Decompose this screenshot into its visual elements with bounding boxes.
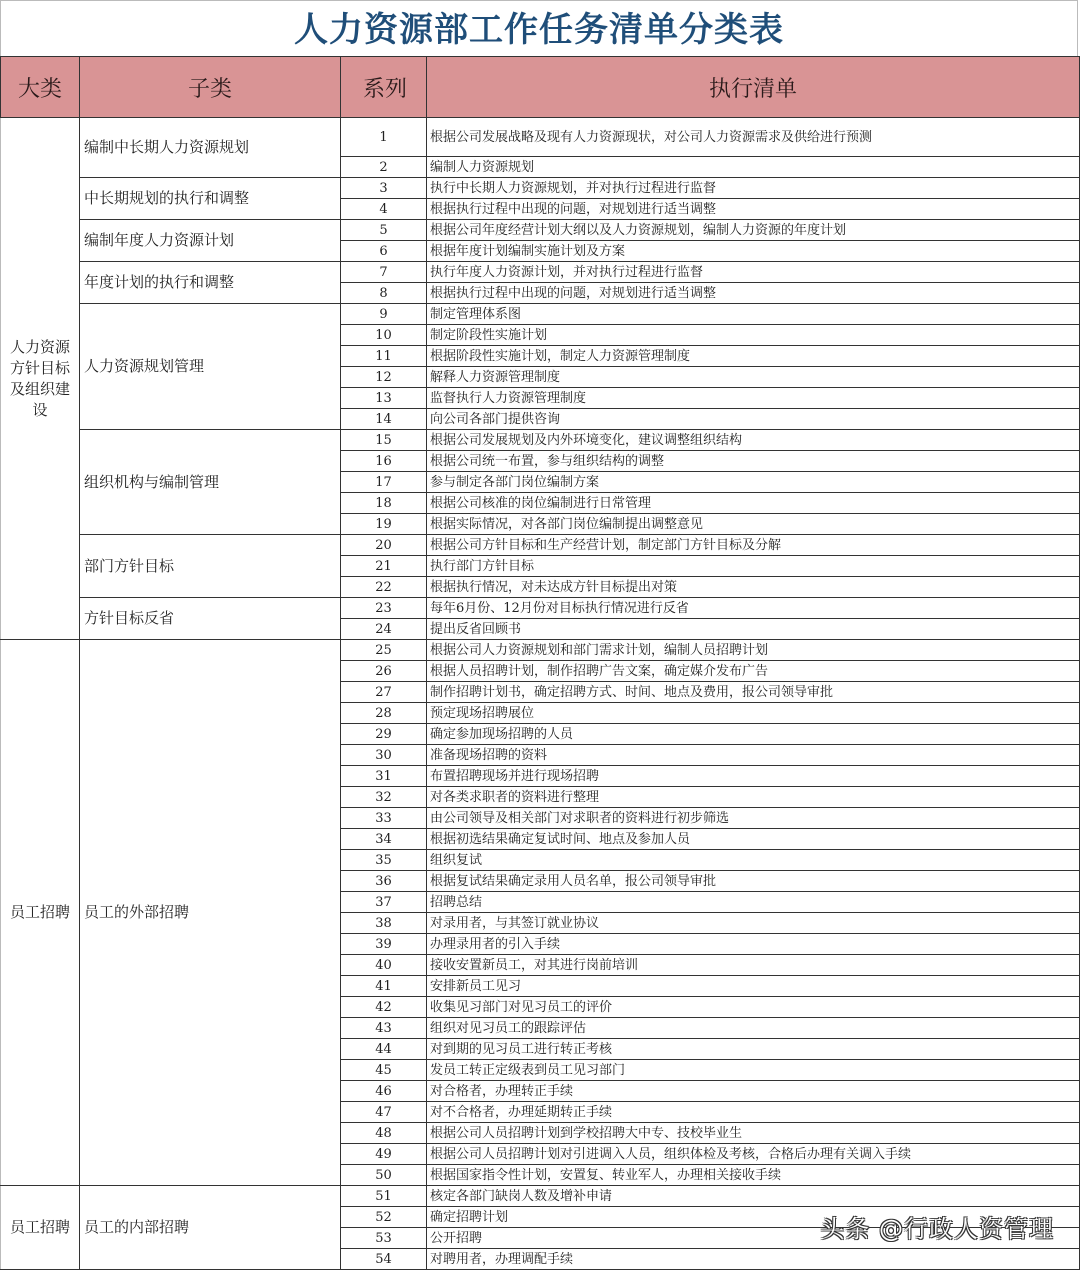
table-row bbox=[1, 535, 1080, 556]
series-number-cell: 39 bbox=[341, 934, 427, 955]
table-row bbox=[1, 118, 1080, 157]
sub-category-cell: 组织机构与编制管理 bbox=[80, 430, 341, 535]
task-cell: 执行中长期人力资源规划，并对执行过程进行监督 bbox=[427, 178, 1080, 199]
series-number-cell: 24 bbox=[341, 619, 427, 640]
series-number-cell: 23 bbox=[341, 598, 427, 619]
task-cell: 由公司领导及相关部门对求职者的资料进行初步筛选 bbox=[427, 808, 1080, 829]
series-number-cell: 26 bbox=[341, 661, 427, 682]
task-cell: 根据执行过程中出现的问题，对规划进行适当调整 bbox=[427, 199, 1080, 220]
task-cell: 每年6月份、12月份对目标执行情况进行反省 bbox=[427, 598, 1080, 619]
task-cell: 根据复试结果确定录用人员名单，报公司领导审批 bbox=[427, 871, 1080, 892]
task-cell: 根据执行过程中出现的问题，对规划进行适当调整 bbox=[427, 283, 1080, 304]
series-number-cell: 20 bbox=[341, 535, 427, 556]
task-cell: 确定招聘计划 bbox=[427, 1207, 1080, 1228]
table-body bbox=[1, 118, 1080, 1270]
series-number-cell: 4 bbox=[341, 199, 427, 220]
series-number-cell: 30 bbox=[341, 745, 427, 766]
series-number-cell: 3 bbox=[341, 178, 427, 199]
table-row bbox=[1, 178, 1080, 199]
series-number-cell: 15 bbox=[341, 430, 427, 451]
task-cell: 根据阶段性实施计划，制定人力资源管理制度 bbox=[427, 346, 1080, 367]
series-number-cell: 5 bbox=[341, 220, 427, 241]
series-number-cell: 33 bbox=[341, 808, 427, 829]
task-cell: 收集见习部门对见习员工的评价 bbox=[427, 997, 1080, 1018]
task-cell: 根据公司人员招聘计划到学校招聘大中专、技校毕业生 bbox=[427, 1123, 1080, 1144]
series-number-cell: 52 bbox=[341, 1207, 427, 1228]
task-cell: 布置招聘现场并进行现场招聘 bbox=[427, 766, 1080, 787]
task-cell: 组织复试 bbox=[427, 850, 1080, 871]
watermark: 头条 @行政人资管理 bbox=[820, 1215, 1054, 1243]
series-number-cell: 27 bbox=[341, 682, 427, 703]
sub-category-cell: 方针目标反省 bbox=[80, 598, 341, 640]
series-number-cell: 44 bbox=[341, 1039, 427, 1060]
sub-category-cell: 中长期规划的执行和调整 bbox=[80, 178, 341, 220]
table-row bbox=[1, 640, 1080, 661]
series-number-cell: 28 bbox=[341, 703, 427, 724]
series-number-cell: 10 bbox=[341, 325, 427, 346]
header-tasks: 执行清单 bbox=[427, 57, 1080, 118]
series-number-cell: 38 bbox=[341, 913, 427, 934]
series-number-cell: 34 bbox=[341, 829, 427, 850]
major-category-cell: 员工招聘 bbox=[1, 640, 80, 1186]
task-cell: 根据执行情况，对未达成方针目标提出对策 bbox=[427, 577, 1080, 598]
task-cell: 发员工转正定级表到员工见习部门 bbox=[427, 1060, 1080, 1081]
task-cell: 根据公司人员招聘计划对引进调入人员，组织体检及考核，合格后办理有关调入手续 bbox=[427, 1144, 1080, 1165]
task-cell: 根据公司方针目标和生产经营计划，制定部门方针目标及分解 bbox=[427, 535, 1080, 556]
task-cell: 对各类求职者的资料进行整理 bbox=[427, 787, 1080, 808]
task-cell: 制定阶段性实施计划 bbox=[427, 325, 1080, 346]
series-number-cell: 40 bbox=[341, 955, 427, 976]
series-number-cell: 14 bbox=[341, 409, 427, 430]
series-number-cell: 50 bbox=[341, 1165, 427, 1186]
table-row bbox=[1, 304, 1080, 325]
sub-category-cell: 员工的外部招聘 bbox=[80, 640, 341, 1186]
task-cell: 对聘用者，办理调配手续 bbox=[427, 1249, 1080, 1270]
task-cell: 向公司各部门提供咨询 bbox=[427, 409, 1080, 430]
task-cell: 根据实际情况，对各部门岗位编制提出调整意见 bbox=[427, 514, 1080, 535]
task-table bbox=[0, 56, 1080, 1270]
task-cell: 确定参加现场招聘的人员 bbox=[427, 724, 1080, 745]
series-number-cell: 19 bbox=[341, 514, 427, 535]
task-cell: 组织对见习员工的跟踪评估 bbox=[427, 1018, 1080, 1039]
task-cell: 参与制定各部门岗位编制方案 bbox=[427, 472, 1080, 493]
major-category-cell: 人力资源方针目标及组织建设 bbox=[1, 118, 80, 640]
task-cell: 执行部门方针目标 bbox=[427, 556, 1080, 577]
series-number-cell: 25 bbox=[341, 640, 427, 661]
table-row bbox=[1, 430, 1080, 451]
sub-category-cell: 编制年度人力资源计划 bbox=[80, 220, 341, 262]
task-cell: 接收安置新员工，对其进行岗前培训 bbox=[427, 955, 1080, 976]
series-number-cell: 7 bbox=[341, 262, 427, 283]
sub-category-cell: 员工的内部招聘 bbox=[80, 1186, 341, 1270]
header-minor: 子类 bbox=[80, 57, 341, 118]
series-number-cell: 31 bbox=[341, 766, 427, 787]
task-cell: 根据年度计划编制实施计划及方案 bbox=[427, 241, 1080, 262]
series-number-cell: 45 bbox=[341, 1060, 427, 1081]
task-cell: 根据公司人力资源规划和部门需求计划，编制人员招聘计划 bbox=[427, 640, 1080, 661]
task-cell: 办理录用者的引入手续 bbox=[427, 934, 1080, 955]
series-number-cell: 49 bbox=[341, 1144, 427, 1165]
series-number-cell: 53 bbox=[341, 1228, 427, 1249]
sub-category-cell: 人力资源规划管理 bbox=[80, 304, 341, 430]
series-number-cell: 32 bbox=[341, 787, 427, 808]
task-cell: 监督执行人力资源管理制度 bbox=[427, 388, 1080, 409]
series-number-cell: 37 bbox=[341, 892, 427, 913]
task-cell: 预定现场招聘展位 bbox=[427, 703, 1080, 724]
series-number-cell: 22 bbox=[341, 577, 427, 598]
series-number-cell: 17 bbox=[341, 472, 427, 493]
task-cell: 对录用者，与其签订就业协议 bbox=[427, 913, 1080, 934]
series-number-cell: 12 bbox=[341, 367, 427, 388]
task-cell: 根据人员招聘计划，制作招聘广告文案，确定媒介发布广告 bbox=[427, 661, 1080, 682]
series-number-cell: 18 bbox=[341, 493, 427, 514]
series-number-cell: 29 bbox=[341, 724, 427, 745]
series-number-cell: 16 bbox=[341, 451, 427, 472]
task-cell: 对到期的见习员工进行转正考核 bbox=[427, 1039, 1080, 1060]
task-cell: 根据公司发展规划及内外环境变化，建议调整组织结构 bbox=[427, 430, 1080, 451]
series-number-cell: 54 bbox=[341, 1249, 427, 1270]
table-row bbox=[1, 1186, 1080, 1207]
sub-category-cell: 编制中长期人力资源规划 bbox=[80, 118, 341, 178]
series-number-cell: 47 bbox=[341, 1102, 427, 1123]
task-cell: 对不合格者，办理延期转正手续 bbox=[427, 1102, 1080, 1123]
major-category-cell: 员工招聘 bbox=[1, 1186, 80, 1270]
series-number-cell: 48 bbox=[341, 1123, 427, 1144]
task-cell: 安排新员工见习 bbox=[427, 976, 1080, 997]
task-cell: 根据公司核准的岗位编制进行日常管理 bbox=[427, 493, 1080, 514]
task-cell: 提出反省回顾书 bbox=[427, 619, 1080, 640]
series-number-cell: 46 bbox=[341, 1081, 427, 1102]
sub-category-cell: 年度计划的执行和调整 bbox=[80, 262, 341, 304]
task-cell: 根据初选结果确定复试时间、地点及参加人员 bbox=[427, 829, 1080, 850]
series-number-cell: 41 bbox=[341, 976, 427, 997]
task-cell: 根据国家指令性计划，安置复、转业军人，办理相关接收手续 bbox=[427, 1165, 1080, 1186]
sub-category-cell: 部门方针目标 bbox=[80, 535, 341, 598]
header-major: 大类 bbox=[1, 57, 80, 118]
task-cell: 解释人力资源管理制度 bbox=[427, 367, 1080, 388]
series-number-cell: 13 bbox=[341, 388, 427, 409]
series-number-cell: 2 bbox=[341, 157, 427, 178]
series-number-cell: 42 bbox=[341, 997, 427, 1018]
task-cell: 执行年度人力资源计划，并对执行过程进行监督 bbox=[427, 262, 1080, 283]
series-number-cell: 9 bbox=[341, 304, 427, 325]
series-number-cell: 11 bbox=[341, 346, 427, 367]
task-cell: 制作招聘计划书，确定招聘方式、时间、地点及费用，报公司领导审批 bbox=[427, 682, 1080, 703]
series-number-cell: 6 bbox=[341, 241, 427, 262]
table-row bbox=[1, 220, 1080, 241]
series-number-cell: 8 bbox=[341, 283, 427, 304]
series-number-cell: 43 bbox=[341, 1018, 427, 1039]
task-cell: 根据公司统一布置，参与组织结构的调整 bbox=[427, 451, 1080, 472]
task-cell: 编制人力资源规划 bbox=[427, 157, 1080, 178]
task-cell: 准备现场招聘的资料 bbox=[427, 745, 1080, 766]
task-cell: 根据公司发展战略及现有人力资源现状，对公司人力资源需求及供给进行预测 bbox=[427, 118, 1080, 157]
series-number-cell: 36 bbox=[341, 871, 427, 892]
task-cell: 公开招聘 bbox=[427, 1228, 1080, 1249]
series-number-cell: 35 bbox=[341, 850, 427, 871]
task-cell: 核定各部门缺岗人数及增补申请 bbox=[427, 1186, 1080, 1207]
table-row bbox=[1, 598, 1080, 619]
page-title: 人力资源部工作任务清单分类表 bbox=[0, 0, 1078, 56]
table-header-row bbox=[1, 57, 1080, 118]
series-number-cell: 1 bbox=[341, 118, 427, 157]
table-row bbox=[1, 262, 1080, 283]
series-number-cell: 21 bbox=[341, 556, 427, 577]
series-number-cell: 51 bbox=[341, 1186, 427, 1207]
task-cell: 对合格者，办理转正手续 bbox=[427, 1081, 1080, 1102]
task-cell: 招聘总结 bbox=[427, 892, 1080, 913]
header-series: 系列 bbox=[341, 57, 427, 118]
task-cell: 制定管理体系图 bbox=[427, 304, 1080, 325]
task-cell: 根据公司年度经营计划大纲以及人力资源规划，编制人力资源的年度计划 bbox=[427, 220, 1080, 241]
